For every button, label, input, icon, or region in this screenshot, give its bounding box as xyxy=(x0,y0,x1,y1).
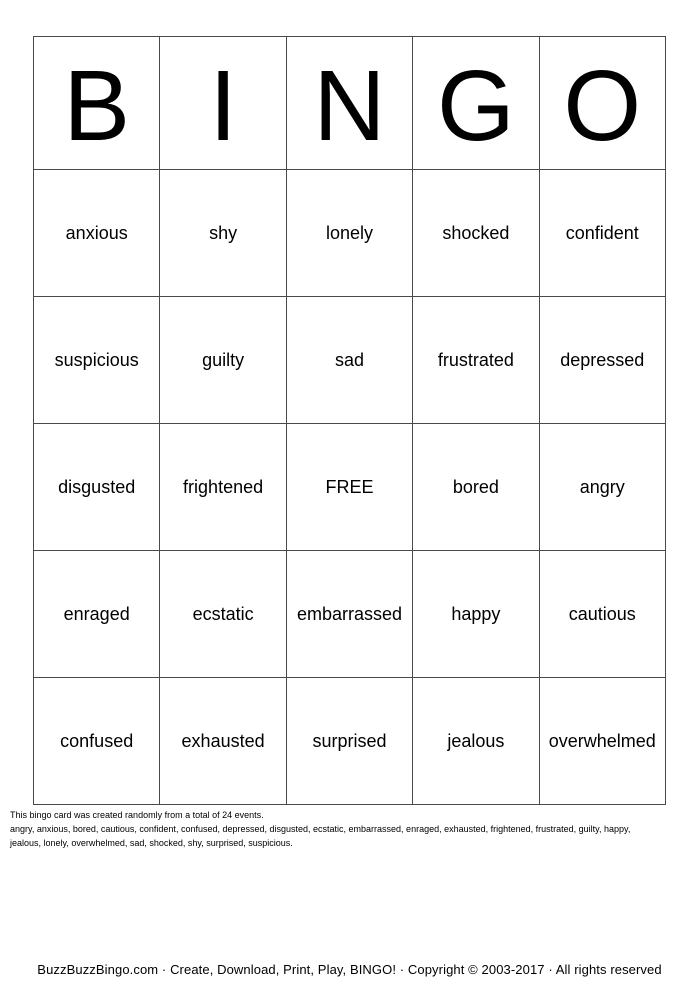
note-line: angry, anxious, bored, cautious, confident, confused, depressed, disgusted, ecstatic, embarrassed, enraged, exhausted, frightened, frustrated, guilty, happy, xyxy=(10,824,631,834)
grid-cell: overwhelmed xyxy=(539,678,665,805)
grid-cell: bored xyxy=(413,424,539,551)
grid-cell: depressed xyxy=(539,297,665,424)
footer-text: BuzzBuzzBingo.com · Create, Download, Print, Play, BINGO! · Copyright © 2003-2017 · All rights reserved xyxy=(37,962,662,977)
grid-cell: enraged xyxy=(34,551,160,678)
grid-cell: surprised xyxy=(286,678,412,805)
grid-row-2 xyxy=(34,297,666,424)
grid-cell: lonely xyxy=(286,170,412,297)
note-line: jealous, lonely, overwhelmed, sad, shocked, shy, surprised, suspicious. xyxy=(10,838,293,848)
header-letter-o: O xyxy=(539,37,665,170)
grid-cell: frustrated xyxy=(413,297,539,424)
header-letter-b: B xyxy=(34,37,160,170)
grid-row-4 xyxy=(34,551,666,678)
card-note xyxy=(10,808,690,850)
header-letter-g: G xyxy=(413,37,539,170)
grid-cell: ecstatic xyxy=(160,551,286,678)
grid-row-5 xyxy=(34,678,666,805)
header-letter-i: I xyxy=(160,37,286,170)
grid-cell: exhausted xyxy=(160,678,286,805)
grid-cell: cautious xyxy=(539,551,665,678)
grid-cell: sad xyxy=(286,297,412,424)
grid-cell: jealous xyxy=(413,678,539,805)
grid-cell: angry xyxy=(539,424,665,551)
grid-cell: frightened xyxy=(160,424,286,551)
grid-cell: shocked xyxy=(413,170,539,297)
header-letter-n: N xyxy=(286,37,412,170)
grid-cell: shy xyxy=(160,170,286,297)
bingo-card xyxy=(33,36,666,805)
grid-cell: confident xyxy=(539,170,665,297)
note-line: This bingo card was created randomly from a total of 24 events. xyxy=(10,810,264,820)
grid-cell: anxious xyxy=(34,170,160,297)
grid-row-3 xyxy=(34,424,666,551)
grid-cell: confused xyxy=(34,678,160,805)
grid-cell: happy xyxy=(413,551,539,678)
grid-cell: disgusted xyxy=(34,424,160,551)
grid-cell: guilty xyxy=(160,297,286,424)
free-space-cell: FREE xyxy=(286,424,412,551)
grid-cell: suspicious xyxy=(34,297,160,424)
header-row xyxy=(34,37,666,170)
grid-cell: embarrassed xyxy=(286,551,412,678)
grid-row-1 xyxy=(34,170,666,297)
